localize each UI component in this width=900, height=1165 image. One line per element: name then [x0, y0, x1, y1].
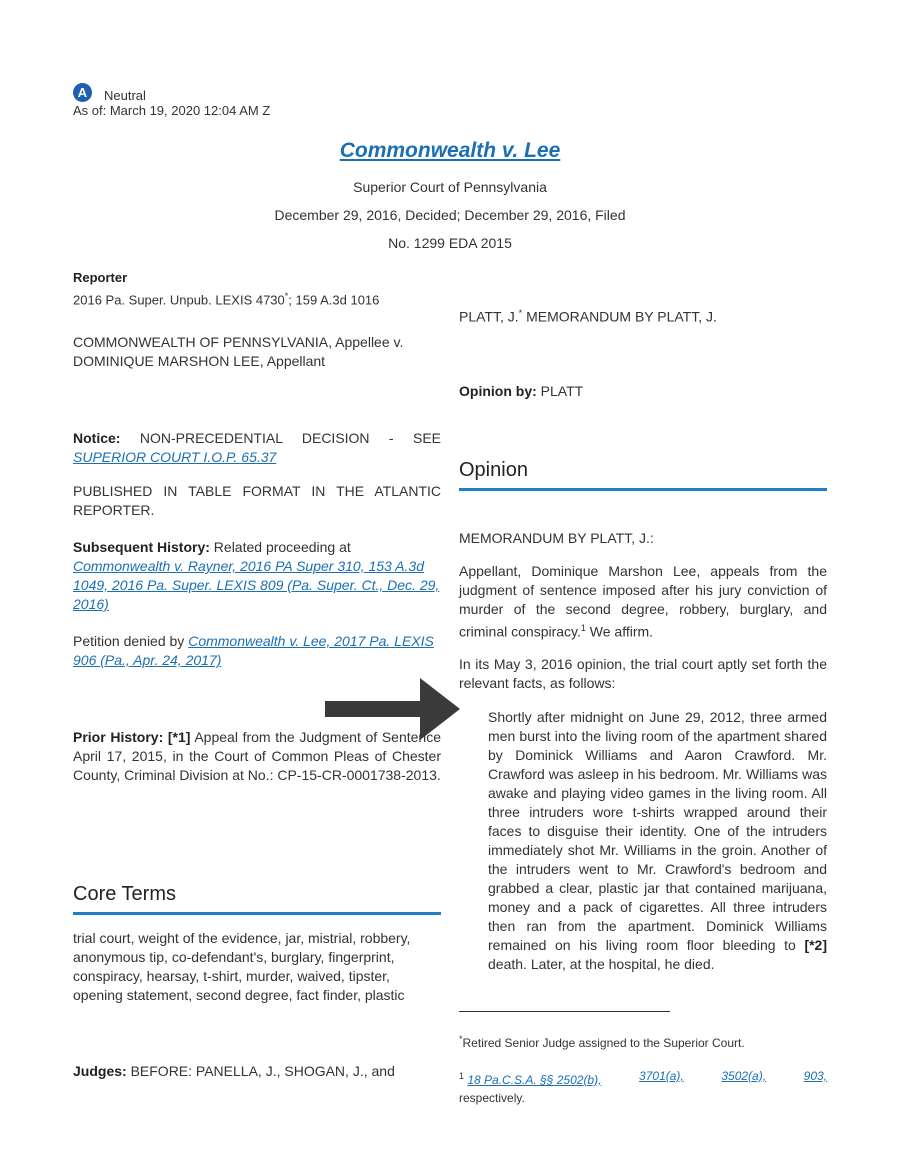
reporter-label: Reporter	[73, 270, 128, 285]
subsequent-history: Subsequent History: Related proceeding at Commonwealth v. Rayner, 2016 PA Super 310, 153 A.3d 1049, 2016 Pa. Super. LEXIS 809 (Pa. Super. Ct., Dec. 29, 2016)	[73, 539, 440, 612]
opinion-by: Opinion by: PLATT	[459, 383, 584, 399]
petition-link[interactable]: Commonwealth v. Lee, 2017 Pa. LEXIS 906 (Pa., Apr. 24, 2017)	[73, 633, 434, 668]
core-terms-text: trial court, weight of the evidence, jar, mistrial, robbery, anonymous tip, co-defendant's, burglary, fingerprint, conspiracy, hearsay, t-shirt, murder, waived, tipster, opening statement, second degree, fact finder, plastic	[73, 930, 411, 1003]
prior-history: Prior History: [*1] Appeal from the Judgment of Sentence April 17, 2015, in the Court of Common Pleas of Chester County, Criminal Division at No.: CP-15-CR-0001738-2013.	[73, 729, 441, 783]
memorandum-label: MEMORANDUM BY PLATT, J.:	[459, 530, 654, 546]
notice: Notice: NON-PRECEDENTIAL DECISION - SEE SUPERIOR COURT I.O.P. 65.37	[73, 430, 442, 465]
opinion-section	[459, 459, 827, 491]
platt-line: PLATT, J.* MEMORANDUM BY PLATT, J.	[459, 308, 717, 325]
published-note: PUBLISHED IN TABLE FORMAT IN THE ATLANTIC REPORTER.	[73, 483, 441, 518]
footnote-1: $^1$ 18 Pa.C.S.A. §§ 2502(b), 3701(a), 3502(a), 903, respectively.	[459, 1069, 827, 1105]
reporter-citation: 2016 Pa. Super. Unpub. LEXIS 4730*; 159 A.3d 1016	[73, 291, 380, 308]
footnote-divider	[459, 1011, 670, 1012]
block-quote: Shortly after midnight on June 29, 2012, three armed men burst into the living room of the apartment shared by Dominick Williams and Aaron Crawford. Mr. Crawford was asleep in his bedroom. Mr. Williams was awake and playing video games in the living room. All three intruders wore t-shirts wrapped around their faces to disguise their identity. One of the intruders immediately shot Mr. Williams in the groin. Another of the intruders went to Mr. Crawford's bedroom and grabbed a clear, plastic jar that contained marijuana, money and a pack of cigarettes. All three intruders then ran from the apartment. Dominick Williams remained on his living room floor bleeding to [*2] death. Later, at the hospital, he died.	[488, 709, 827, 972]
parties: COMMONWEALTH OF PENNSYLVANIA, Appellee v. DOMINIQUE MARSHON LEE, Appellant	[73, 334, 404, 369]
notice-link[interactable]: SUPERIOR COURT I.O.P. 65.37	[73, 449, 277, 465]
core-terms-heading: Core Terms	[73, 883, 441, 915]
signal-status: Neutral	[104, 88, 146, 103]
fn1-end: respectively.	[459, 1091, 525, 1105]
opinion-paragraph-2: In its May 3, 2016 opinion, the trial court aptly set forth the relevant facts, as follows:	[459, 656, 827, 691]
opinion-paragraph-1: Appellant, Dominique Marshon Lee, appeals from the judgment of sentence imposed after his jury conviction of murder of the second degree, robbery, burglary, and criminal conspiracy.$^1$ We affirm.	[459, 563, 827, 640]
petition-history: Petition denied by Commonwealth v. Lee, 2017 Pa. LEXIS 906 (Pa., Apr. 24, 2017)	[73, 633, 434, 668]
opinion-heading: Opinion	[459, 459, 827, 491]
case-title[interactable]: Commonwealth v. Lee	[339, 139, 561, 162]
reporter-section	[73, 268, 441, 309]
fn1-link-903[interactable]: 903,	[803, 1069, 827, 1083]
court-name: Superior Court of Pennsylvania	[353, 179, 547, 195]
docket-number: No. 1299 EDA 2015	[388, 235, 512, 251]
core-terms-section	[73, 883, 441, 1005]
rayner-link[interactable]: Commonwealth v. Rayner, 2016 PA Super 310, 153 A.3d 1049, 2016 Pa. Super. LEXIS 809 (Pa. Super. Ct., Dec. 29, 2016)	[73, 558, 440, 612]
as-of-date: As of: March 19, 2020 12:04 AM Z	[73, 103, 271, 118]
fn1-link-3502[interactable]: 3502(a),	[721, 1069, 767, 1083]
judges: Judges: BEFORE: PANELLA, J., SHOGAN, J., and	[73, 1063, 395, 1079]
neutral-signal-icon: A	[73, 83, 92, 102]
right-arrow-icon	[325, 678, 460, 740]
footnote-star: *Retired Senior Judge assigned to the Superior Court.	[459, 1034, 745, 1050]
fn1-link-2502[interactable]: 18 Pa.C.S.A. §§ 2502(b),	[467, 1073, 602, 1087]
decision-dates: December 29, 2016, Decided; December 29, 2016, Filed	[274, 207, 626, 223]
fn1-link-3701[interactable]: 3701(a),	[639, 1069, 684, 1083]
